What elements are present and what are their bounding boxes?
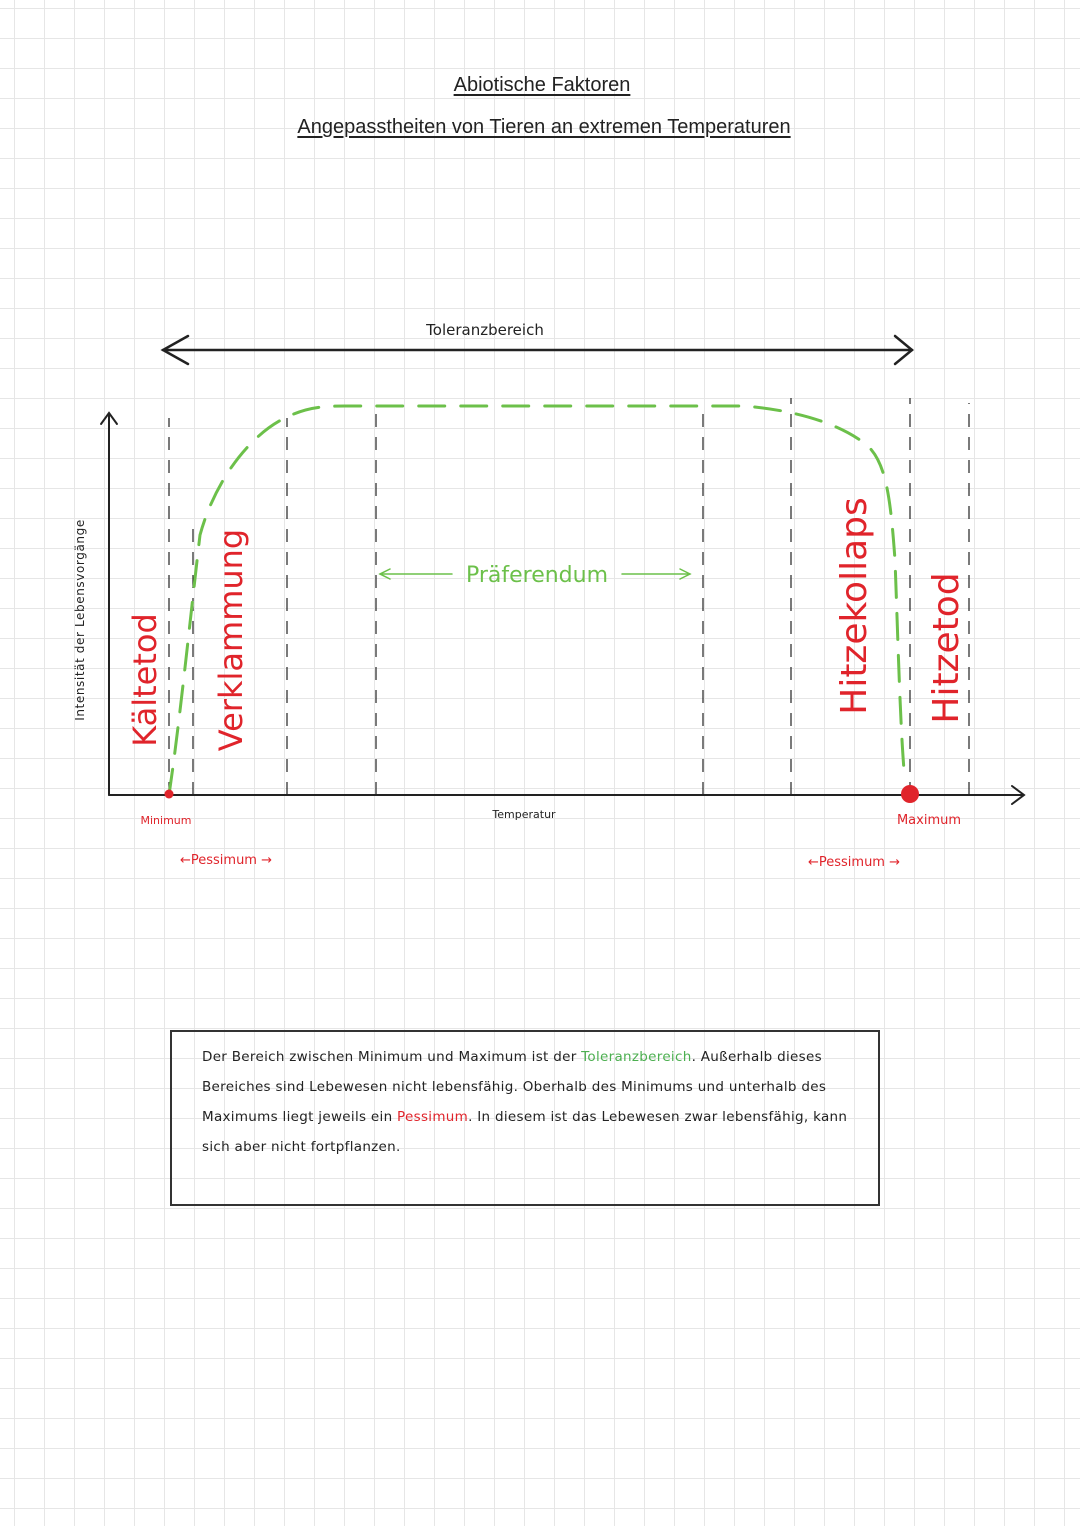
tolerance-curve: [169, 406, 904, 795]
definition-text-2: Außerhalb dieses Bereiches sind Lebewesen nicht lebensfähig. Oberhalb des Minimums und unterhalb des Maximums liegt jeweils ein: [202, 1049, 827, 1125]
page-title: Abiotische Faktoren: [453, 74, 631, 96]
zone-kaeltetod-label: Kältetod: [126, 613, 164, 747]
page-subtitle: Angepasstheiten von Tieren an extremen Temperaturen: [297, 116, 791, 138]
tolerance-label: Toleranzbereich: [426, 321, 544, 339]
x-axis-label: Temperatur: [492, 808, 556, 821]
maximum-marker: [901, 785, 919, 803]
term-toleranzbereich: Toleranzbereich: [581, 1049, 692, 1065]
definition-text-1: Der Bereich zwischen Minimum und Maximum ist der: [202, 1049, 582, 1065]
zone-hitzetod-label: Hitzetod: [926, 572, 967, 724]
maximum-label: Maximum: [896, 813, 962, 828]
tolerance-arrow: [163, 336, 912, 364]
pessimum-left-label: ←Pessimum →: [179, 853, 273, 868]
zone-verklammung-label: Verklammung: [212, 528, 250, 752]
definition-text-1-end: .: [691, 1049, 697, 1065]
definition-box: [170, 1030, 880, 1206]
term-pessimum: Pessimum: [397, 1109, 469, 1125]
praeferendum-label: Präferendum: [465, 563, 609, 588]
zone-hitzekollaps-label: Hitzekollaps: [834, 497, 875, 715]
pessimum-right-label: ←Pessimum →: [807, 855, 901, 870]
y-axis-label: Intensität der Lebensvorgänge: [73, 519, 87, 721]
minimum-marker: [165, 790, 174, 799]
minimum-label: Minimum: [140, 814, 192, 827]
definition-text-3: . In diesem ist das Lebewesen zwar lebensfähig, kann sich aber nicht fortpflanzen.: [202, 1109, 848, 1155]
